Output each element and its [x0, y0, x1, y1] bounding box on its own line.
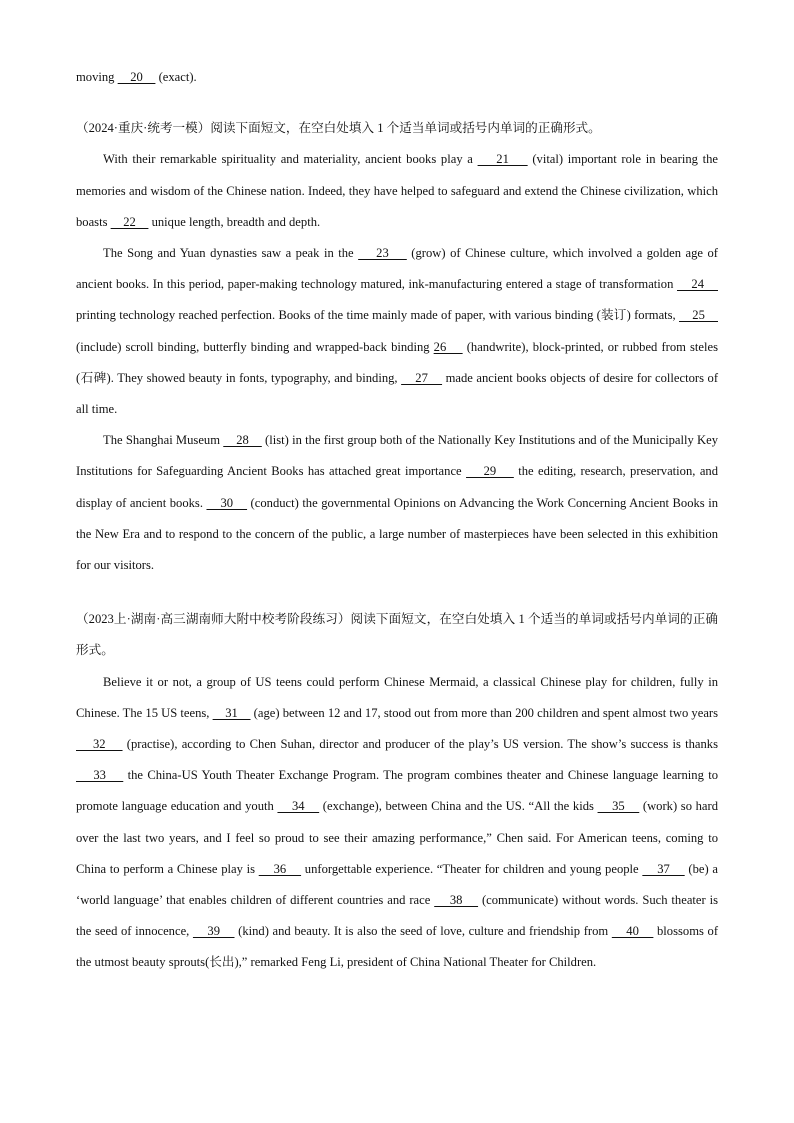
paragraph-song-yuan [76, 238, 718, 425]
text-run: (handwrite), block-printed, or rubbed from steles (石碑). They showed beauty in fonts, typography, and binding, [76, 339, 718, 385]
document-body [76, 62, 718, 979]
blank-21: 21 [477, 152, 528, 167]
blank-38: 38 [434, 893, 479, 908]
text-run: (exact). [155, 70, 197, 84]
blank-37: 37 [642, 861, 685, 876]
paragraph-ancient-books [76, 144, 718, 238]
blank-27: 27 [401, 370, 443, 385]
text-run: The Shanghai Museum [103, 433, 224, 448]
text-run: printing technology reached perfection. Books of the time mainly made of paper, with various binding (装订) formats, [76, 308, 680, 323]
text-run: (age) between 12 and 17, stood out from more than 200 children and spent almost two years [250, 705, 719, 720]
blank-32: 32 [76, 737, 123, 752]
text-run: (communicate) without words. Such theater is the seed of innocence, [76, 893, 718, 939]
text-run: (practise), according to Chen Suhan, director and producer of the play’s US version. The show’s success is thanks [122, 737, 719, 752]
text-run: (kind) and beauty. It is also the seed of love, culture and friendship from [234, 924, 612, 939]
continued-line [76, 62, 718, 93]
paragraph-shanghai-museum [76, 425, 718, 581]
paragraph-chinese-mermaid [76, 667, 718, 979]
blank-23: 23 [358, 246, 407, 261]
text-run: (list) in the first group both of the Nationally Key Institutions and of the Municipally Key Institutions for Safeguarding Ancient Books has attached great importance [76, 433, 718, 479]
text-run: unique length, breadth and depth. [148, 214, 321, 229]
text-run: (vital) important role in bearing the memories and wisdom of the Chinese nation. Indeed, they have helped to safeguard and extend the Chinese civilization, which boasts [76, 152, 718, 229]
text-run: The Song and Yuan dynasties saw a peak in the [103, 246, 359, 261]
blank-26: 26 [433, 339, 463, 354]
blank-22: 22 [110, 214, 149, 229]
text-run: (work) so hard over the last two years, and I feel so proud to see their amazing performance,” Chen said. For American teens, coming to China to perform a Chinese play is [76, 799, 719, 876]
blank-34: 34 [277, 799, 320, 814]
blank-35: 35 [597, 799, 640, 814]
blank-28: 28 [223, 433, 262, 448]
blank-24: 24 [677, 277, 718, 292]
text-run: (grow) of Chinese culture, which involved a golden age of ancient books. In this period, paper-making technology matured, ink-manufacturing entered a stage of transformation [76, 246, 718, 292]
text-run: unforgettable experience. “Theater for children and young people [301, 861, 643, 876]
text-run: (include) scroll binding, butterfly binding and wrapped-back binding [76, 339, 434, 354]
text-run: moving [76, 70, 118, 84]
blank-33: 33 [76, 768, 124, 783]
blank-36: 36 [258, 861, 302, 876]
blank-31: 31 [212, 705, 251, 720]
text-run: Believe it or not, a group of US teens could perform Chinese Mermaid, a classical Chinese play for children, fully in Chinese. The 15 US teens, [76, 674, 718, 720]
blank-20: 20 [117, 70, 156, 84]
text-run: (be) a ‘world language’ that enables children of different countries and race [76, 861, 718, 908]
section-heading-2023: （2023上·湖南·高三湖南师大附中校考阶段练习）阅读下面短文，在空白处填入 1 个适当的单词或括号内单词的正确形式。 [76, 612, 718, 658]
text-run: made ancient books objects of desire for collectors of all time. [76, 370, 719, 417]
text-run: the editing, research, preservation, and display of ancient books. [76, 464, 719, 510]
text-run: With their remarkable spirituality and materiality, ancient books play a [103, 152, 478, 167]
section-heading-2024: （2024·重庆·统考一模）阅读下面短文，在空白处填入 1 个适当单词或括号内单词的正确形式。 [76, 121, 601, 136]
blank-39: 39 [192, 924, 235, 939]
text-run: the China-US Youth Theater Exchange Program. The program combines theater and Chinese language learning to promote language education and youth [76, 768, 718, 814]
blank-29: 29 [466, 464, 514, 479]
text-run: (conduct) the governmental Opinions on Advancing the Work Concerning Ancient Books in the New Era and to respond to the concern of the public, a large number of masterpieces have been selected in this exhibition for our visitors. [76, 495, 719, 573]
text-run: blossoms of the utmost beauty sprouts(长出),” remarked Feng Li, president of China National Theater for Children. [76, 924, 719, 970]
blank-25: 25 [679, 308, 718, 323]
blank-30: 30 [206, 495, 248, 510]
text-run: (exchange), between China and the US. “All the kids [319, 799, 598, 814]
blank-40: 40 [611, 924, 654, 939]
